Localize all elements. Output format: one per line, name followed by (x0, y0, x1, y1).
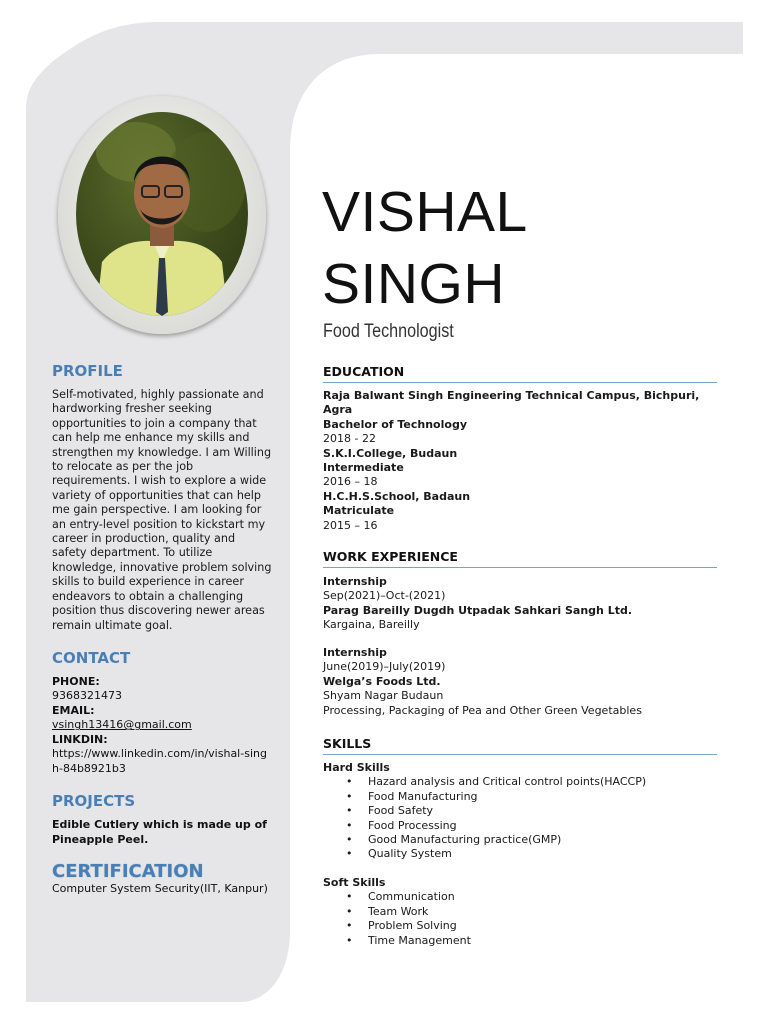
candidate-name (322, 176, 528, 320)
skill-item: • Food Safety (368, 804, 717, 818)
experience-company: Welga’s Foods Ltd. (323, 674, 441, 688)
job-title: Food Technologist (323, 321, 454, 342)
skill-item: • Quality System (368, 847, 717, 861)
email-link[interactable]: vsingh13416@gmail.com (52, 718, 192, 732)
project-item: Edible Cutlery which is made up of Pineapple Peel. (52, 818, 267, 846)
education-years: 2015 – 16 (323, 518, 378, 532)
experience-location: Shyam Nagar Budaun (323, 689, 444, 703)
skill-item: • Communication (368, 890, 717, 904)
linkedin-label: LINKDIN: (52, 732, 108, 746)
experience-role: Internship (323, 575, 387, 588)
skills-heading: SKILLS (323, 736, 717, 755)
experience-company: Parag Bareilly Dugdh Utpadak Sahkari Sangh Ltd. (323, 603, 633, 617)
last-name: SINGH (322, 252, 506, 316)
certification-item: Computer System Security(IIT, Kanpur) (52, 882, 268, 896)
projects-heading: PROJECTS (52, 792, 136, 811)
experience-dates: June(2019)–July(2019) (323, 660, 446, 674)
experience-dates: Sep(2021)–Oct-(2021) (323, 589, 446, 603)
education-degree: Matriculate (323, 504, 395, 518)
experience-role: Internship (323, 646, 387, 659)
education-school: S.K.I.College, Budaun (323, 446, 458, 460)
first-name: VISHAL (322, 180, 528, 244)
soft-skills (323, 876, 717, 948)
experience-entry (323, 575, 717, 633)
experience-heading: WORK EXPERIENCE (323, 549, 717, 568)
education-school: Raja Balwant Singh Engineering Technical Campus, Bichpuri, Agra (323, 389, 700, 417)
profile-heading: PROFILE (52, 362, 123, 380)
education-school: H.C.H.S.School, Badaun (323, 489, 471, 503)
phone-label: PHONE: (52, 674, 100, 688)
education-degree: Bachelor of Technology (323, 417, 467, 431)
experience-entry (323, 646, 717, 718)
soft-skills-label: Soft Skills (323, 876, 386, 889)
profile-summary: Self-motivated, highly passionate and hardworking fresher seeking opportunities to join a company that can help me enhance my skills and strengthen my knowledge. I am Willing to relocate as per the job requirements. I wish to explore a wide variety of opportunities that can help me gain perspective. I am looking for an entry-level position to kickstart my career in production, quality and safety department. To utilize knowledge, innovative problem solving skills to build experience in career endeavors to obtain a challenging position thus discovering newer areas remain ultimate goal. (52, 388, 272, 632)
contact-heading: CONTACT (52, 648, 131, 667)
linkedin-link[interactable]: https://www.linkedin.com/in/vishal-singh-84b8921b3 (52, 747, 267, 775)
education-list (323, 389, 717, 533)
hard-skills-label: Hard Skills (323, 761, 390, 774)
education-heading: EDUCATION (323, 364, 717, 383)
sidebar (52, 362, 272, 897)
certification-heading: CERTIFICATION (52, 861, 204, 883)
skill-item: • Problem Solving (368, 919, 717, 933)
profile-photo (76, 112, 248, 316)
phone-value: 9368321473 (52, 689, 122, 703)
education-degree: Intermediate (323, 461, 404, 475)
education-years: 2016 – 18 (323, 475, 378, 489)
email-label: EMAIL: (52, 703, 95, 717)
skill-item: • Time Management (368, 934, 717, 948)
skill-item: • Hazard analysis and Critical control points(HACCP) (368, 775, 717, 789)
skill-item: • Food Manufacturing (368, 790, 717, 804)
skill-item: • Food Processing (368, 819, 717, 833)
experience-detail: Processing, Packaging of Pea and Other Green Vegetables (323, 703, 642, 717)
experience-location: Kargaina, Bareilly (323, 618, 420, 632)
education-years: 2018 - 22 (323, 432, 376, 446)
skill-item: • Team Work (368, 905, 717, 919)
skill-item: • Good Manufacturing practice(GMP) (368, 833, 717, 847)
hard-skills (323, 761, 717, 862)
